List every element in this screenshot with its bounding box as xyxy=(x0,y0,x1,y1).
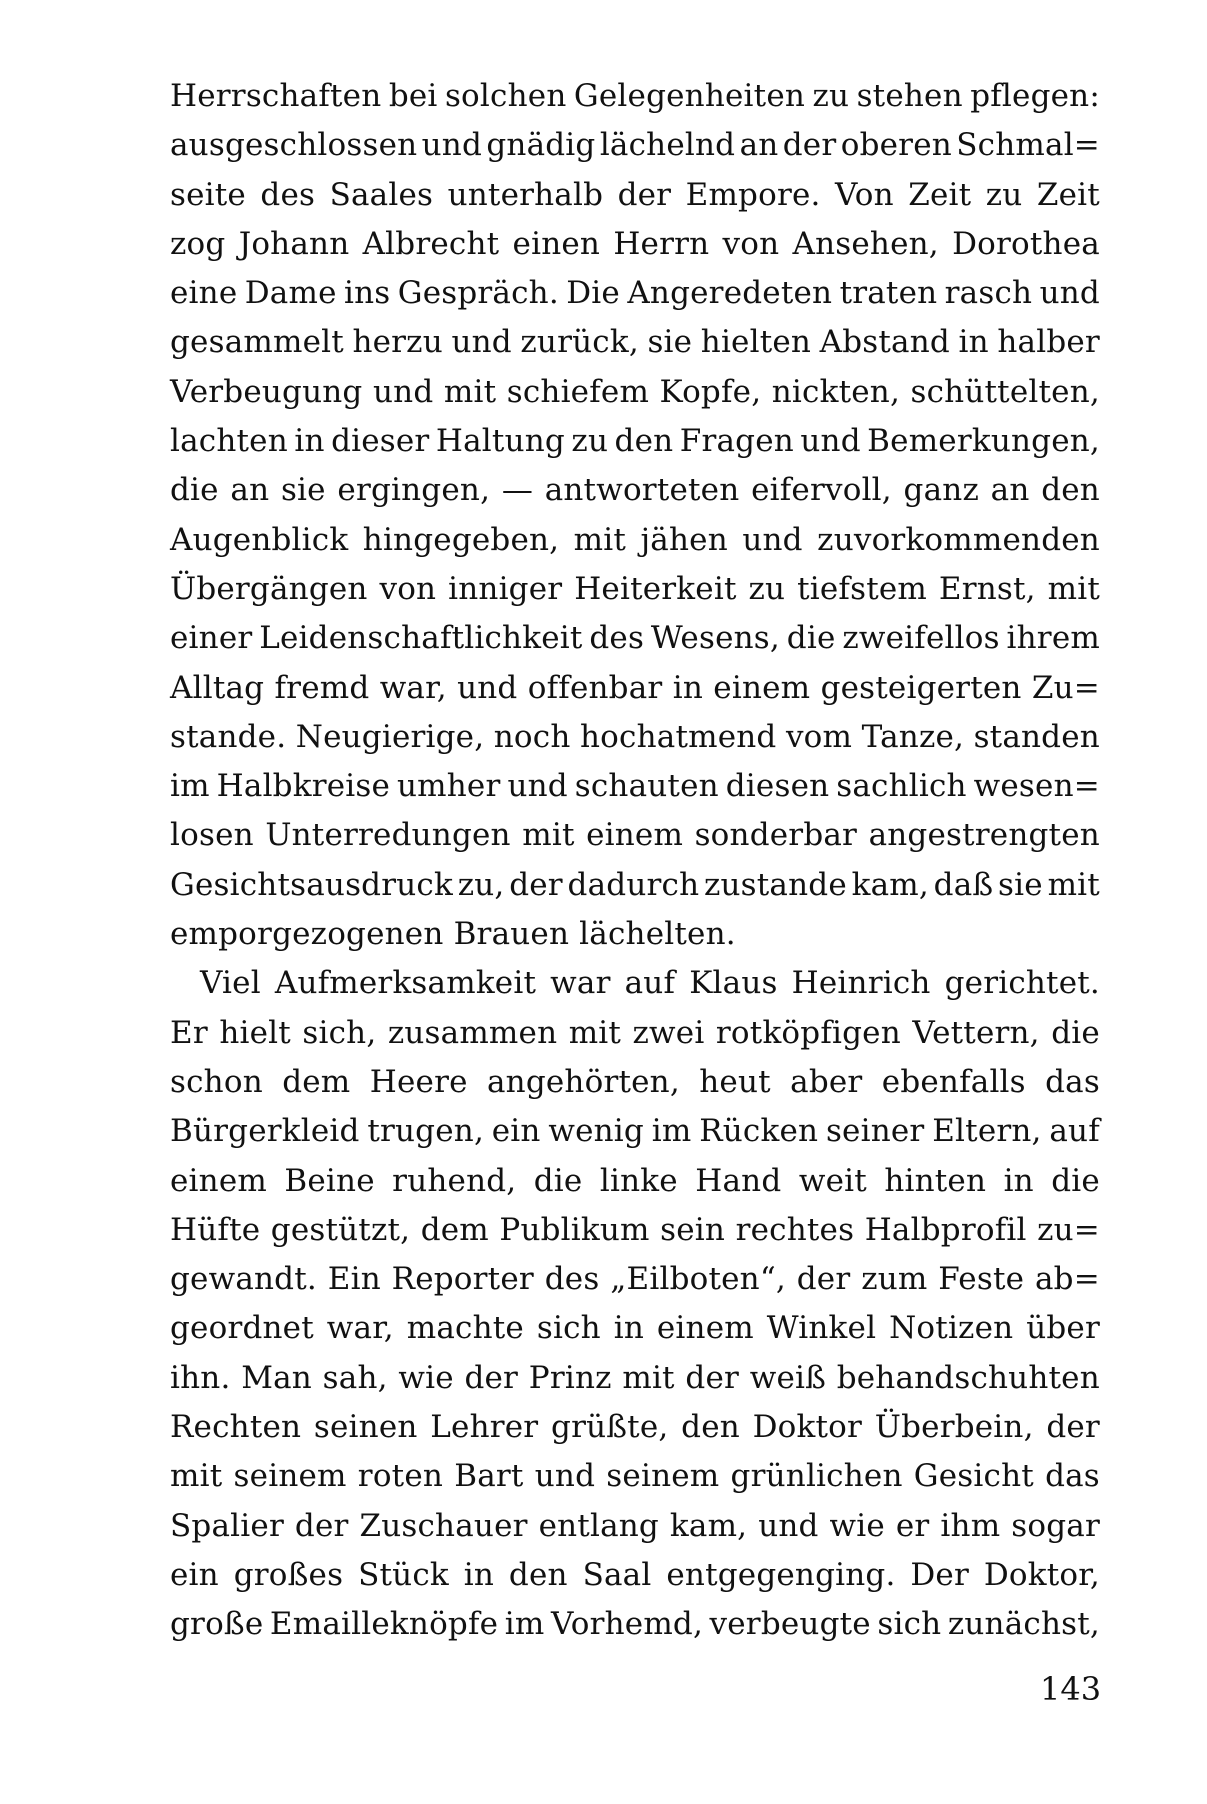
word: vom xyxy=(785,718,853,755)
word: grüßte, xyxy=(551,1409,669,1446)
word: ihn. xyxy=(170,1359,231,1396)
word: der xyxy=(509,866,563,903)
text-line xyxy=(170,861,1100,910)
text-line xyxy=(170,318,1100,367)
word: hingegeben, xyxy=(362,521,560,558)
word: mit xyxy=(568,1014,622,1051)
word: roten xyxy=(357,1458,444,1495)
word: stehen xyxy=(856,78,963,114)
word: Saales xyxy=(329,176,434,213)
word: den xyxy=(614,423,674,460)
word: einer xyxy=(170,620,253,657)
word: Eltern, xyxy=(932,1113,1042,1150)
word: mit xyxy=(622,1359,675,1396)
word: Alltag xyxy=(170,669,265,706)
word: schüttelten, xyxy=(910,373,1100,410)
word: Ein xyxy=(327,1261,381,1298)
word: entgegenging. xyxy=(666,1556,896,1593)
word: Prinz xyxy=(528,1359,612,1396)
word: rotköpfigen xyxy=(715,1014,901,1051)
text-line xyxy=(170,565,1100,614)
word: seinen xyxy=(313,1409,418,1446)
word: das xyxy=(1045,1063,1100,1100)
word: der xyxy=(782,127,837,164)
word: der xyxy=(685,1359,740,1396)
word: an xyxy=(990,472,1030,509)
word: Aufmerksamkeit xyxy=(274,965,537,1002)
text-line xyxy=(170,1600,1100,1649)
word: — xyxy=(501,472,534,509)
word: mit xyxy=(522,817,575,854)
word: diesen xyxy=(725,768,830,805)
word: Fragen xyxy=(679,423,794,460)
word: sich xyxy=(536,1310,601,1347)
word: im xyxy=(651,1113,692,1150)
word: über xyxy=(1026,1310,1100,1347)
word: Gespräch. xyxy=(397,275,559,312)
word: mit xyxy=(573,521,627,558)
text-line xyxy=(170,1502,1100,1551)
word: die xyxy=(1051,1014,1100,1051)
word: Stück xyxy=(358,1556,449,1593)
word: lachten xyxy=(170,423,288,460)
word: sie xyxy=(647,324,693,361)
word: Feste xyxy=(938,1261,1025,1298)
word: rasch xyxy=(944,275,1033,312)
word: zu xyxy=(812,78,850,114)
word: sein xyxy=(660,1211,726,1248)
word: sogar xyxy=(1011,1507,1100,1544)
word: Heiterkeit xyxy=(574,570,737,607)
word: halber xyxy=(997,324,1100,361)
word: einem xyxy=(586,817,684,854)
word: Publikum xyxy=(499,1211,650,1248)
text-line xyxy=(170,1206,1100,1255)
word: des xyxy=(260,176,316,213)
word: wenig xyxy=(548,1113,644,1150)
word: hielt xyxy=(219,1014,291,1051)
word: sie xyxy=(998,866,1043,903)
word: Angeredeten xyxy=(627,275,833,312)
word: große xyxy=(170,1606,264,1643)
word: war xyxy=(550,965,611,1002)
word: mit xyxy=(443,373,497,410)
text-line xyxy=(170,762,1100,811)
word: Empore. xyxy=(685,176,821,213)
word: die xyxy=(533,1162,583,1199)
word: und xyxy=(457,669,518,706)
word: und xyxy=(534,1458,596,1495)
word: gestützt, xyxy=(270,1211,411,1248)
word: zog xyxy=(170,225,226,262)
word: solchen xyxy=(444,78,567,114)
page-number: 143 xyxy=(1040,1670,1102,1708)
text-line xyxy=(170,269,1100,318)
word: offenbar xyxy=(527,669,663,706)
word: hielten xyxy=(700,324,812,361)
word: die xyxy=(170,472,219,509)
text-line xyxy=(170,959,1100,1008)
word: Dorothea xyxy=(952,225,1100,262)
word: grünlichen xyxy=(730,1458,903,1495)
text-line xyxy=(170,72,1100,121)
word: Johann xyxy=(238,225,350,262)
word: und xyxy=(742,521,803,558)
text-line xyxy=(170,417,1100,466)
word: hochatmend xyxy=(580,718,777,755)
word: mit xyxy=(1047,570,1100,607)
word: einen xyxy=(512,225,601,262)
word: Heere xyxy=(369,1063,468,1100)
word: daß xyxy=(933,866,994,903)
word: Gelegenheiten xyxy=(573,78,806,114)
word: gewandt. xyxy=(170,1261,317,1298)
word: Emailleknöpfe xyxy=(269,1606,499,1643)
word: Beine xyxy=(284,1162,375,1199)
word: Heinrich xyxy=(791,965,931,1002)
word: mit xyxy=(170,1458,223,1495)
word: gerichtet. xyxy=(944,965,1100,1002)
word: Gesichtsausdruck xyxy=(170,866,453,903)
word: Doktor xyxy=(752,1409,863,1446)
text-line xyxy=(170,1157,1100,1206)
word: zu xyxy=(571,423,609,460)
word: weiß xyxy=(749,1359,827,1396)
word: das xyxy=(1045,1458,1100,1495)
word: auf xyxy=(624,965,676,1002)
word: in xyxy=(294,423,325,460)
word: linke xyxy=(599,1162,678,1199)
word: den xyxy=(1041,472,1100,509)
text-line xyxy=(170,1354,1100,1403)
body-text xyxy=(170,72,1100,1650)
word: wie xyxy=(398,1359,454,1396)
word: und xyxy=(372,373,434,410)
word: Abstand xyxy=(819,324,950,361)
word: jähen xyxy=(640,521,728,558)
word: sonderbar xyxy=(694,817,858,854)
word: einem xyxy=(713,669,811,706)
word: in xyxy=(672,669,703,706)
word: zunächst, xyxy=(947,1606,1100,1643)
text-line xyxy=(170,713,1100,762)
word: ganz xyxy=(903,472,979,509)
text-line xyxy=(170,1058,1100,1107)
word: entlang xyxy=(538,1507,659,1544)
word: kam, xyxy=(669,1507,748,1544)
word: traten xyxy=(839,275,938,312)
word: Bart xyxy=(454,1458,524,1495)
word: tiefstem xyxy=(797,570,927,607)
word: behandschuhten xyxy=(836,1359,1100,1396)
word: großes xyxy=(233,1556,344,1593)
word: Er xyxy=(170,1014,208,1051)
word: lächelnd xyxy=(599,127,736,164)
word: Dame xyxy=(244,275,337,312)
word: Schmal= xyxy=(956,127,1100,164)
text-line xyxy=(170,664,1100,713)
text-line xyxy=(170,171,1100,220)
word: ins xyxy=(343,275,391,312)
word: Haltung xyxy=(435,423,565,460)
word: schauten xyxy=(574,768,719,805)
word: Hand xyxy=(695,1162,782,1199)
word: der xyxy=(294,1507,349,1544)
word: umher xyxy=(397,768,501,805)
word: seiner xyxy=(825,1113,925,1150)
word: Zuschauer xyxy=(359,1507,528,1544)
word: zustande xyxy=(703,866,847,903)
word: ebenfalls xyxy=(881,1063,1026,1100)
word: Ansehen, xyxy=(792,225,939,262)
word: nickten, xyxy=(771,373,901,410)
word: zuvorkommenden xyxy=(817,521,1100,558)
word: angehörten, xyxy=(486,1063,680,1100)
word: Zeit xyxy=(908,176,972,213)
word: Überbein, xyxy=(874,1409,1034,1446)
word: Zu= xyxy=(1031,669,1100,706)
text-line xyxy=(170,1551,1100,1600)
word: verbeugte xyxy=(709,1606,871,1643)
word: Tanze, xyxy=(861,718,965,755)
word: des xyxy=(544,1261,600,1298)
text-line xyxy=(170,466,1100,515)
word: auf xyxy=(1049,1113,1100,1150)
word: der xyxy=(796,1261,851,1298)
word: Übergängen xyxy=(170,570,368,607)
word: im xyxy=(504,1606,545,1643)
text-line xyxy=(170,220,1100,269)
word: sachlich xyxy=(836,768,967,805)
word: sah, xyxy=(322,1359,388,1396)
word: zweifellos xyxy=(842,620,1000,657)
word: gesammelt xyxy=(170,324,344,361)
word: im xyxy=(170,768,210,805)
text-line xyxy=(170,1304,1100,1353)
word: Hüfte xyxy=(170,1211,261,1248)
word: Viel xyxy=(200,965,261,1002)
word: aber xyxy=(790,1063,863,1100)
word: ab= xyxy=(1034,1261,1100,1298)
word: dieser xyxy=(331,423,430,460)
word: Notizen xyxy=(889,1310,1014,1347)
word: Albrecht xyxy=(362,225,500,262)
word: in xyxy=(613,1310,644,1347)
word: Rücken xyxy=(699,1113,819,1150)
word: Spalier xyxy=(170,1507,284,1544)
word: schiefem xyxy=(506,373,650,410)
word: und xyxy=(451,324,512,361)
word: ein xyxy=(491,1113,541,1150)
word: schon xyxy=(170,1063,263,1100)
word: sich, xyxy=(302,1014,377,1051)
word: wie xyxy=(829,1507,885,1544)
word: seite xyxy=(170,176,246,213)
word: Halbprofil xyxy=(864,1211,1027,1248)
word: eine xyxy=(170,275,238,312)
text-line xyxy=(170,1452,1100,1501)
word: dem xyxy=(282,1063,351,1100)
word: an xyxy=(230,472,270,509)
text-line xyxy=(170,516,1100,565)
word: Verbeugung xyxy=(170,373,363,410)
word: an xyxy=(739,127,779,164)
word: die xyxy=(1051,1162,1100,1199)
word: Winkel xyxy=(766,1310,877,1347)
word: Ernst, xyxy=(938,570,1036,607)
word: des xyxy=(589,620,645,657)
word: weit xyxy=(798,1162,867,1199)
word: dadurch xyxy=(567,866,700,903)
word: Kopfe, xyxy=(659,373,762,410)
word: sich xyxy=(877,1606,942,1643)
word: war, xyxy=(326,1310,394,1347)
word: unterhalb xyxy=(447,176,604,213)
word: Rechten xyxy=(170,1409,302,1446)
word: losen xyxy=(170,817,254,854)
word: der xyxy=(617,176,672,213)
word: Saal xyxy=(582,1556,652,1593)
word: Man xyxy=(241,1359,312,1396)
word: ihm xyxy=(940,1507,1001,1544)
word: von xyxy=(722,225,780,262)
word: ein xyxy=(170,1556,219,1593)
word: zu xyxy=(985,176,1023,213)
word: Bemerkungen, xyxy=(867,423,1100,460)
word: die xyxy=(786,620,836,657)
word: antworteten xyxy=(544,472,740,509)
text-line xyxy=(170,1403,1100,1452)
word: noch xyxy=(493,718,571,755)
word: kam, xyxy=(851,866,929,903)
word: eifervoll, xyxy=(751,472,892,509)
word: geordnet xyxy=(170,1310,314,1347)
word: war, xyxy=(379,669,447,706)
word: Klaus xyxy=(689,965,778,1002)
word: hinten xyxy=(884,1162,987,1199)
word: Wesens, xyxy=(650,620,780,657)
text-line xyxy=(170,1255,1100,1304)
word: und xyxy=(507,768,568,805)
text-line xyxy=(170,614,1100,663)
word: gnädig xyxy=(486,127,596,164)
word: den xyxy=(508,1556,568,1593)
word: zurück, xyxy=(520,324,639,361)
text-line xyxy=(170,121,1100,170)
word: seinem xyxy=(606,1458,720,1495)
word: Vorhemd, xyxy=(550,1606,704,1643)
word: trugen, xyxy=(367,1113,484,1150)
word: zu= xyxy=(1037,1211,1100,1248)
word: der xyxy=(1046,1409,1100,1446)
word: und xyxy=(800,423,861,460)
word: Der xyxy=(910,1556,969,1593)
text-line xyxy=(170,1009,1100,1058)
word: inniger xyxy=(448,570,563,607)
word: Bürgerkleid xyxy=(170,1113,360,1150)
word: „Eilboten“, xyxy=(610,1261,786,1298)
word: in xyxy=(463,1556,495,1593)
word: von xyxy=(379,570,437,607)
text-line xyxy=(170,811,1100,860)
word: pflegen: xyxy=(970,78,1100,114)
word: standen xyxy=(973,718,1100,755)
word: Herrn xyxy=(613,225,710,262)
word: der xyxy=(464,1359,519,1396)
word: gesteigerten xyxy=(820,669,1022,706)
word: den xyxy=(681,1409,740,1446)
word: Vettern, xyxy=(912,1014,1040,1051)
word: Leidenschaftlichkeit xyxy=(259,620,583,657)
word: Neugierige, xyxy=(295,718,485,755)
word: dem xyxy=(420,1211,489,1248)
word: zum xyxy=(861,1261,928,1298)
word: und xyxy=(1039,275,1100,312)
word: Halbkreise xyxy=(216,768,391,805)
word: zu, xyxy=(457,866,505,903)
word: einem xyxy=(170,1162,267,1199)
word: herzu xyxy=(352,324,443,361)
word: Doktor, xyxy=(983,1556,1100,1593)
word: zu xyxy=(748,570,786,607)
word: Augenblick xyxy=(170,521,349,558)
word: Herrschaften xyxy=(170,78,382,114)
word: und xyxy=(421,127,483,164)
word: und xyxy=(758,1507,819,1544)
word: bei xyxy=(388,78,438,114)
word: Zeit xyxy=(1036,176,1100,213)
word: oberen xyxy=(840,127,952,164)
word: ihrem xyxy=(1006,620,1100,657)
word: ausgeschlossen xyxy=(170,127,418,164)
word: mit xyxy=(1047,866,1100,903)
word: stande. xyxy=(170,718,287,755)
word: machte xyxy=(406,1310,524,1347)
word: Unterredungen xyxy=(265,817,511,854)
word: angestrengten xyxy=(868,817,1100,854)
word: zwei xyxy=(632,1014,705,1051)
word: Von xyxy=(835,176,894,213)
word: in xyxy=(1003,1162,1034,1199)
word: einem xyxy=(656,1310,754,1347)
word: heut xyxy=(699,1063,771,1100)
text-line xyxy=(170,368,1100,417)
word: fremd xyxy=(274,669,370,706)
word: zusammen xyxy=(387,1014,558,1051)
word: Reporter xyxy=(391,1261,534,1298)
word: er xyxy=(895,1507,930,1544)
text-line: emporgezogenen Brauen lächelten. xyxy=(170,916,736,953)
word: rechtes xyxy=(735,1211,855,1248)
word: ruhend, xyxy=(392,1162,517,1199)
word: in xyxy=(958,324,989,361)
word: Die xyxy=(566,275,620,312)
word: wesen= xyxy=(973,768,1100,805)
text-line xyxy=(170,1107,1100,1156)
word: Gesicht xyxy=(913,1458,1034,1495)
word: Lehrer xyxy=(430,1409,539,1446)
word: ergingen, xyxy=(337,472,491,509)
word: seinem xyxy=(233,1458,347,1495)
word: sie xyxy=(280,472,326,509)
